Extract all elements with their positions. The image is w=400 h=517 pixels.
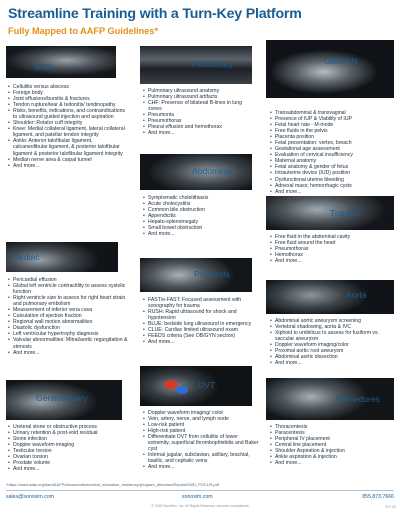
list-item: • And more... bbox=[270, 460, 394, 466]
list-item: • High-risk patient bbox=[143, 428, 261, 434]
list-item: • Abdominal aortic aneurysm screening bbox=[270, 318, 394, 324]
list-item: • Hepato-splenomegaly bbox=[143, 219, 253, 225]
aorta-ultrasound-image bbox=[266, 280, 394, 314]
list-item: • Cellulitis versus abscess bbox=[8, 84, 126, 90]
list-item: • Appendicitis bbox=[143, 213, 253, 219]
list-item: • Knee: Medial collateral ligament, lateral collateral ligament, and patellar tendon integrity bbox=[8, 126, 126, 138]
list-item: • Valvular abnormalities: Mitral/aortic regurgitation & stenosis bbox=[8, 337, 130, 349]
list-item: • Urinary retention & post-void residual bbox=[8, 430, 128, 436]
list-item: • And more... bbox=[8, 163, 126, 169]
list-item: • Free fluid around the heart bbox=[270, 240, 394, 246]
list-item: • Maternal anatomy bbox=[270, 158, 394, 164]
list-item: • Global left ventricle contractility to assess systolic function bbox=[8, 283, 130, 295]
list-item: • Fetal heart rate - M-mode bbox=[270, 122, 394, 128]
list-item: • Central line placement bbox=[270, 442, 394, 448]
list-item: • Evaluation of cervical insufficiency bbox=[270, 152, 394, 158]
list-item: • Shoulder Aspiration & injection bbox=[270, 448, 394, 454]
list-item: • Thoracentesis bbox=[270, 424, 394, 430]
list-item: • Transabdominal & transvaginal bbox=[270, 110, 394, 116]
list-item: • Joint effusions/bursitis & fractures bbox=[8, 96, 126, 102]
section-title-msk: MSK bbox=[34, 62, 53, 72]
list-item: • Xiphoid to umbilicus to assess for fusiform vs. saccular aneurysm bbox=[270, 330, 394, 342]
list-item: • Ankle: Anterior talofibular ligament, calcaneofibular ligament, & posterior talofibular ligament & posterior talofibular ligament integrity bbox=[8, 138, 126, 156]
list-item: • Peripheral IV placement bbox=[270, 436, 394, 442]
list-item: • Calculation of ejection fraction bbox=[8, 313, 130, 319]
list-item: • Symptomatic cholelithiasis bbox=[143, 195, 253, 201]
section-title-cardiac: Cardiac bbox=[10, 252, 40, 262]
footer-divider bbox=[6, 490, 394, 491]
list-item: • Fetal presentation: vertex, breach bbox=[270, 140, 394, 146]
page-subtitle: Fully Mapped to AAFP Guidelines* bbox=[8, 26, 159, 36]
list-item: • Hemothorax bbox=[270, 252, 394, 258]
aorta-topic-list bbox=[270, 318, 394, 366]
footnote-url[interactable]: *https://www.aafp.org/dam/AAFP/documents/medical_education_residency/program_directors/Reprint290D_POCUS.pdf bbox=[6, 482, 219, 487]
section-title-genitourinary: Genitourinary bbox=[36, 393, 88, 403]
list-item: • And more... bbox=[270, 360, 394, 366]
copyright-notice: © 2018 SonoSim, Inc. All Rights Reserved. sonosim.com/patents bbox=[151, 504, 249, 508]
dvt-doppler-image bbox=[140, 366, 252, 406]
list-item: • And more... bbox=[8, 466, 128, 472]
list-item: • Pulmonary ultrasound anatomy bbox=[143, 88, 253, 94]
list-item: • Pulmonary ultrasound artifacts bbox=[143, 94, 253, 100]
pulmonary-topic-list bbox=[143, 88, 253, 136]
abdominal-topic-list bbox=[143, 195, 253, 237]
list-item: • Pneumonia bbox=[143, 112, 253, 118]
list-item: • And more... bbox=[8, 350, 130, 356]
list-item: • Placenta position bbox=[270, 134, 394, 140]
list-item: • FEEDS criteria (See OB/GYN section) bbox=[143, 333, 253, 339]
list-item: • Vein, artery, nerve, and lymph node bbox=[143, 416, 261, 422]
list-item: • Low-risk patient bbox=[143, 422, 261, 428]
sales-email-link[interactable]: sales@sonosim.com bbox=[6, 494, 54, 500]
dvt-topic-list bbox=[143, 410, 261, 470]
protocols-topic-list bbox=[143, 297, 253, 345]
list-item: • Testicular torsion bbox=[8, 448, 128, 454]
list-item: • Stone infection bbox=[8, 436, 128, 442]
trauma-topic-list bbox=[270, 234, 394, 264]
section-title-pulmonary: Pulmonary bbox=[192, 59, 234, 69]
list-item: • Internal jugular, subclavian, axillary, brachial, basilic, and cephalic veins bbox=[143, 452, 261, 464]
list-item: • Pneumothorax bbox=[270, 246, 394, 252]
msk-topic-list bbox=[8, 84, 126, 169]
list-item: • Common bile obstruction bbox=[143, 207, 253, 213]
list-item: • Free fluids in the pelvis bbox=[270, 128, 394, 134]
list-item: • Tendon rupture/tear & tedonitis/ tendinopathy bbox=[8, 102, 126, 108]
doppler-blue-flow bbox=[176, 386, 188, 394]
list-item: • And more... bbox=[143, 130, 253, 136]
msk-ultrasound-image bbox=[6, 46, 116, 78]
list-item: • Proximal aortic root aneurysm bbox=[270, 348, 394, 354]
list-item: • Ureteral stone or obstructive process bbox=[8, 424, 128, 430]
phone-number: 855.873.7666 bbox=[362, 494, 394, 500]
list-item: • Pericardial effusion bbox=[8, 277, 130, 283]
list-item: • Vertebral shadowing, aorta & IVC bbox=[270, 324, 394, 330]
procedures-topic-list bbox=[270, 424, 394, 466]
section-title-procedures: Procedures bbox=[336, 394, 380, 404]
list-item: • Free fluid in the abdominal cavity bbox=[270, 234, 394, 240]
section-title-obgyn: OB/GYN bbox=[324, 56, 358, 66]
list-item: • Presence of IUP & Viability of IUP bbox=[270, 116, 394, 122]
list-item: • BLUE: bedside lung ultrasound in emergency bbox=[143, 321, 253, 327]
list-item: • Adnexal mass; hemorrhagic cysts bbox=[270, 183, 394, 189]
list-item: • Foreign body bbox=[8, 90, 126, 96]
list-item: • FAST/e-FAST: Focused assessment with sonography for trauma bbox=[143, 297, 253, 309]
list-item: • Median nerve area & carpal tunnel bbox=[8, 157, 126, 163]
list-item: • Left ventricular hypertrophy diagnosis bbox=[8, 331, 130, 337]
list-item: • Dysfunctional uterine bleeding bbox=[270, 177, 394, 183]
list-item: • And more... bbox=[143, 339, 253, 345]
list-item: • And more... bbox=[143, 231, 253, 237]
list-item: • CHF: Presence of bilateral B-lines in lung zones bbox=[143, 100, 253, 112]
list-item: • Doppler waveform imaging/ color bbox=[143, 410, 261, 416]
section-title-abdominal: Abdominal bbox=[192, 166, 233, 176]
list-item: • Diastolic dysfunction bbox=[8, 325, 130, 331]
list-item: • Fetal anatomy & gender of fetus bbox=[270, 164, 394, 170]
list-item: • Shoulder: Rotator cuff integrity bbox=[8, 120, 126, 126]
list-item: • Ovarian torsion bbox=[8, 454, 128, 460]
list-item: • Measurement of inferior vena cava bbox=[8, 307, 130, 313]
list-item: • CLUE: Cardiac limited ultrasound exam bbox=[143, 327, 253, 333]
section-title-aorta: Aorta bbox=[346, 290, 367, 300]
section-title-protocols: Protocols bbox=[194, 269, 230, 279]
list-item: • Doppler waveform imaging/color bbox=[270, 342, 394, 348]
list-item: • And more... bbox=[143, 464, 261, 470]
obgyn-ultrasound-image bbox=[266, 40, 394, 98]
list-item: • Pneumothorax bbox=[143, 118, 253, 124]
document-code: S17-03 bbox=[385, 505, 396, 509]
list-item: • Intrauterine device (IUD) position bbox=[270, 170, 394, 176]
genitourinary-topic-list bbox=[8, 424, 128, 472]
page-header bbox=[8, 6, 392, 36]
list-item: • And more... bbox=[270, 189, 394, 195]
list-item: • Right ventricle size to assess for right heart strain and pulmonary embolism bbox=[8, 295, 130, 307]
list-item: • Prostate volume bbox=[8, 460, 128, 466]
list-item: • Paracentesis bbox=[270, 430, 394, 436]
cardiac-topic-list bbox=[8, 277, 130, 356]
list-item: • Gestational age assessment bbox=[270, 146, 394, 152]
website-link[interactable]: sonosim.com bbox=[182, 494, 213, 500]
list-item: • And more... bbox=[270, 258, 394, 264]
list-item: • Pleural effusion and hemothorax bbox=[143, 124, 253, 130]
list-item: • Differentiate DVT from cellulitis of lower extremity, superficial thrombophlebitis and Baker cyst bbox=[143, 434, 261, 452]
section-title-dvt: DVT bbox=[198, 380, 216, 390]
list-item: • Abdominal aortic dissection bbox=[270, 354, 394, 360]
list-item: • Doppler waveform imaging bbox=[8, 442, 128, 448]
page-title: Streamline Training with a Turn-Key Platform bbox=[8, 6, 302, 22]
obgyn-topic-list bbox=[270, 110, 394, 195]
list-item: • RUSH: Rapid ultrasound for shock and hypotension bbox=[143, 309, 253, 321]
list-item: • Small bowel obstruction bbox=[143, 225, 253, 231]
list-item: • Regional wall motion abnormalities bbox=[8, 319, 130, 325]
list-item: • Ankle aspiration & injection bbox=[270, 454, 394, 460]
list-item: • Risks, benefits, indications, and contraindications to ultrasound guided injection and aspiration bbox=[8, 108, 126, 120]
section-title-trauma: Trauma bbox=[330, 208, 360, 218]
list-item: • Acute cholecystitis bbox=[143, 201, 253, 207]
